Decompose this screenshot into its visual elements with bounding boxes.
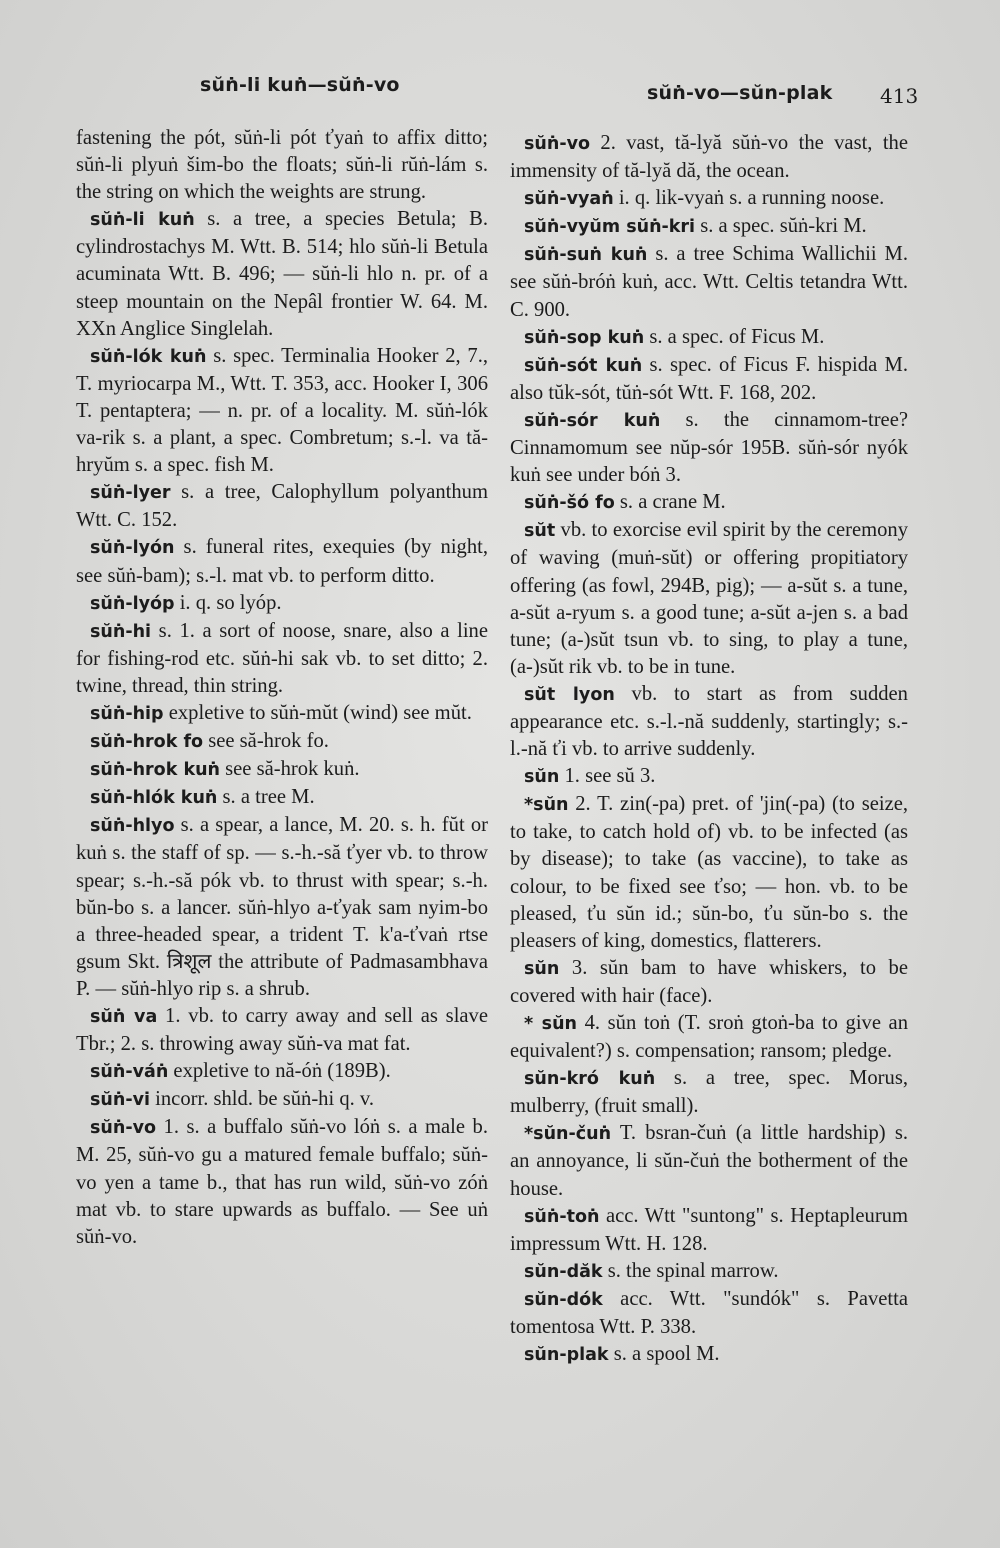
- dictionary-entry: [510, 213, 908, 241]
- entry-headword: sŭṅ-šó fo: [524, 493, 615, 514]
- left-column: [76, 125, 488, 1251]
- dictionary-entry: [76, 534, 488, 589]
- dictionary-entry: [76, 479, 488, 534]
- entry-headword: sŭt lyon: [524, 684, 615, 705]
- entry-definition: s. the cinnamom-tree? Cinnamomum see nŭp-sór 195B. sŭṅ-sór nyók kuṅ see under bóṅ 3.: [510, 408, 908, 487]
- entry-definition: see să-hrok kuṅ.: [220, 758, 360, 781]
- dictionary-entry: [510, 1120, 908, 1202]
- entry-headword: sŭt: [524, 521, 556, 542]
- entry-headword: sŭṅ-váṅ: [90, 1062, 169, 1083]
- entry-headword: *sŭn: [524, 795, 569, 816]
- entry-definition: acc. Wtt. "sundók" s. Pavetta tomentosa Wtt. P. 338.: [510, 1287, 908, 1339]
- entry-definition: expletive to nă-óṅ (189B).: [168, 1060, 391, 1083]
- entry-headword: sŭṅ-hrok kuṅ: [90, 760, 220, 781]
- entry-headword: sŭṅ-li kuṅ: [90, 210, 195, 231]
- entry-headword: sŭn-dók: [524, 1289, 603, 1310]
- dictionary-entry: [510, 681, 908, 763]
- entry-headword: sŭṅ-hrok fo: [90, 732, 204, 753]
- dictionary-entry: [510, 791, 908, 955]
- dictionary-entry: [76, 756, 488, 784]
- entry-headword: sŭn: [524, 767, 560, 788]
- entry-definition: incorr. shld. be sŭṅ-hi q. v.: [150, 1088, 375, 1111]
- entry-definition: s. a crane M.: [614, 491, 726, 514]
- dictionary-entry: [76, 812, 488, 1003]
- dictionary-entry: [510, 1286, 908, 1341]
- dictionary-entry: [76, 125, 488, 206]
- entry-headword: sŭṅ-sór kuṅ: [524, 410, 661, 431]
- entry-headword: sŭṅ-vyaṅ: [524, 189, 614, 210]
- dictionary-entry: [510, 489, 908, 517]
- dictionary-entry: [510, 517, 908, 681]
- entry-definition: 2. T. zin(-pa) pret. of 'jin(-pa) (to seize, to take, to catch hold of) vb. to be infected (as by disease); to take (as vaccine), to take as colour, to be fixed see ťso; — hon. vb. to be pleased, ťu sŭn id.; sŭn-bo, ťu sŭn-bo s. the pleasers of king, domestics, flatterers.: [510, 793, 908, 952]
- entry-definition: s. spec. of Ficus F. hispida M. also tŭk-sót, tŭṅ-sót Wtt. F. 168, 202.: [510, 353, 908, 404]
- entry-definition: s. a tree, Calophyllum polyanthum Wtt. C. 152.: [76, 481, 488, 532]
- entry-definition: s. a spear, a lance, M. 20. s. h. fŭt or kuṅ s. the staff of sp. — s.-h.-să ťyer vb. to throw spear; s.-h.-să pók vb. to thrust with spear; s.-h. bŭn-bo s. a lancer. sŭṅ-hlyo a-ťyak sam nyim-bo a three-headed spear, a trident T. k'a-ťvaṅ rtse gsum Skt. त्रिशूल the attribute of Padmasambhava P. — sŭṅ-hlyo rip s. a shrub.: [76, 814, 488, 1000]
- entry-headword: sŭṅ-sop kuṅ: [524, 327, 645, 348]
- entry-definition: s. a tree Schima Wallichii M. see sŭṅ-bróṅ kuṅ, acc. Wtt. Celtis tetandra Wtt. C. 900.: [510, 243, 909, 321]
- entry-definition: see să-hrok fo.: [203, 730, 329, 753]
- entry-definition: s. a spec. of Ficus M.: [644, 325, 825, 348]
- dictionary-entry: [510, 1065, 908, 1120]
- entry-definition: s. a tree, spec. Morus, mulberry, (fruit small).: [510, 1067, 908, 1118]
- entry-headword: sŭṅ va: [90, 1007, 158, 1027]
- dictionary-entry: [76, 728, 488, 756]
- dictionary-entry: [76, 1058, 488, 1086]
- dictionary-entry: [510, 1010, 908, 1065]
- entry-headword: sŭṅ-hlyo: [90, 816, 175, 837]
- entry-headword: sŭṅ-suṅ kuṅ: [524, 245, 648, 266]
- page-number: 413: [880, 84, 919, 108]
- dictionary-entry: [510, 763, 908, 791]
- entry-definition: 4. sŭn toṅ (T. sroṅ gtoṅ-ba to give an equivalent?) s. compensation; ransom; pledge.: [510, 1012, 908, 1063]
- entry-headword: sŭṅ-hlók kuṅ: [90, 788, 218, 809]
- dictionary-entry: [510, 241, 908, 323]
- entry-definition: 2. vast, tă-lyă sŭṅ-vo the vast, the immensity of tă-lyă dă, the ocean.: [510, 132, 908, 183]
- dictionary-entry: [510, 130, 908, 185]
- dictionary-entry: [76, 1114, 488, 1250]
- entry-definition: s. funeral rites, exequies (by night, see sŭṅ-bam); s.-l. mat vb. to perform ditto.: [76, 536, 488, 587]
- dictionary-entry: [76, 206, 488, 342]
- dictionary-entry: [510, 955, 908, 1010]
- entry-definition: vb. to start as from sudden appearance etc. s.-l.-nă suddenly, startingly; s.-l.-nă ťi vb. to arrive suddenly.: [510, 682, 908, 761]
- entry-definition: i. q. lik-vyaṅ s. a running noose.: [613, 187, 885, 210]
- entry-headword: * sŭn: [524, 1014, 578, 1034]
- entry-headword: sŭn: [524, 958, 560, 979]
- dictionary-entry: [510, 1258, 908, 1286]
- running-header-right: sŭṅ-vo—sŭn-plak: [647, 82, 833, 104]
- entry-definition: 3. sŭn bam to have whiskers, to be covered with hair (face).: [510, 956, 908, 1007]
- dictionary-entry: [510, 185, 908, 213]
- entry-headword: sŭṅ-lyóp: [90, 593, 175, 614]
- entry-headword: sŭṅ-vyŭm sŭṅ-kri: [524, 217, 696, 238]
- entry-headword: sŭn-kró kuṅ: [524, 1069, 656, 1090]
- dictionary-entry: [76, 784, 488, 812]
- dictionary-entry: [76, 1003, 488, 1058]
- entry-definition: i. q. so lyóp.: [174, 591, 282, 614]
- entry-definition: s. a spec. sŭṅ-kri M.: [695, 215, 867, 238]
- running-header-left: sŭṅ-li kuṅ—sŭṅ-vo: [200, 74, 400, 96]
- entry-headword: sŭṅ-vo: [524, 134, 591, 154]
- dictionary-entry: [76, 343, 488, 479]
- right-column: [510, 130, 908, 1369]
- entry-headword: sŭṅ-toṅ: [524, 1206, 600, 1227]
- entry-headword: sŭṅ-hi: [90, 621, 152, 642]
- entry-definition: 1. see sŭ 3.: [559, 765, 656, 788]
- entry-definition: fastening the pót, sŭṅ-li pót ťyaṅ to affix ditto; sŭṅ-li plyuṅ šim-bo the floats; sŭṅ-li rŭṅ-lám s. the string on which the weights are strung.: [76, 127, 488, 204]
- dictionary-entry: [510, 1341, 908, 1369]
- dictionary-entry: [76, 590, 488, 618]
- entry-headword: sŭṅ-vo: [90, 1118, 157, 1139]
- entry-definition: s. a tree, a species Betula; B. cylindrostachys M. Wtt. B. 514; hlo sŭṅ-li Betula acuminata Wtt. B. 496; — sŭṅ-li hlo n. pr. of a steep mountain on the Nepâl frontier W. 64. M. XXn Anglice Singlelah.: [76, 208, 488, 340]
- entry-headword: sŭṅ-lyer: [90, 483, 171, 504]
- dictionary-entry: [76, 618, 488, 700]
- dictionary-entry: [510, 1203, 908, 1258]
- entry-definition: acc. Wtt "suntong" s. Heptapleurum impressum Wtt. H. 128.: [510, 1204, 908, 1255]
- entry-headword: *sŭn-čuṅ: [524, 1124, 612, 1145]
- entry-definition: expletive to sŭṅ-mŭt (wind) see mŭt.: [163, 701, 472, 724]
- entry-definition: s. spec. Terminalia Hooker 2, 7., T. myriocarpa M., Wtt. T. 353, acc. Hooker I, 306 T. pentaptera; — n. pr. of a locality. M. sŭṅ-lók va-rik s. a plant, a spec. Combretum; s.-l. va tă-hryŭm s. a spec. fish M.: [76, 344, 489, 477]
- entry-definition: s. a spool M.: [608, 1343, 720, 1366]
- entry-definition: s. 1. a sort of noose, snare, also a line for fishing-rod etc. sŭṅ-hi sak vb. to set ditto; 2. twine, thread, thin string.: [76, 619, 488, 697]
- dictionary-entry: [76, 700, 488, 728]
- dictionary-entry: [510, 352, 908, 407]
- entry-headword: sŭn-dăk: [524, 1261, 603, 1282]
- entry-definition: vb. to exorcise evil spirit by the ceremony of waving (muṅ-sŭt) or offering propitiatory offering (as fowl, 294B, pig); — a-sŭt s. a tune, a-sŭt a-ryum s. a good tune; a-sŭt a-jen s. a bad tune; (a-)sŭt tsun vb. to sing, to play a tune, (a-)sŭt rik vb. to be in tune.: [510, 519, 908, 678]
- entry-headword: sŭṅ-lyón: [90, 538, 175, 559]
- entry-definition: 1. vb. to carry away and sell as slave Tbr.; 2. s. throwing away sŭṅ-va mat fat.: [76, 1005, 488, 1056]
- dictionary-entry: [510, 324, 908, 352]
- entry-headword: sŭṅ-vi: [90, 1090, 151, 1111]
- entry-definition: T. bsran-čuṅ (a little hardship) s. an annoyance, li sŭn-čuṅ the botherment of the house.: [510, 1122, 908, 1200]
- entry-definition: 1. s. a buffalo sŭṅ-vo lóṅ s. a male b. M. 25, sŭṅ-vo gu a matured female buffalo; sŭṅ-vo yen a tame b., that has run wild, sŭṅ-vo zóṅ mat vb. to stare upwards as buffalo. — See uṅ sŭṅ-vo.: [76, 1116, 488, 1248]
- entry-headword: sŭṅ-hip: [90, 703, 164, 724]
- entry-definition: s. a tree M.: [217, 786, 315, 809]
- dictionary-entry: [510, 407, 908, 489]
- entry-headword: sŭṅ-sót kuṅ: [524, 355, 643, 376]
- entry-headword: sŭṅ-lók kuṅ: [90, 346, 207, 367]
- entry-definition: s. the spinal marrow.: [602, 1259, 779, 1282]
- dictionary-entry: [76, 1086, 488, 1114]
- entry-headword: sŭn-plak: [524, 1345, 609, 1366]
